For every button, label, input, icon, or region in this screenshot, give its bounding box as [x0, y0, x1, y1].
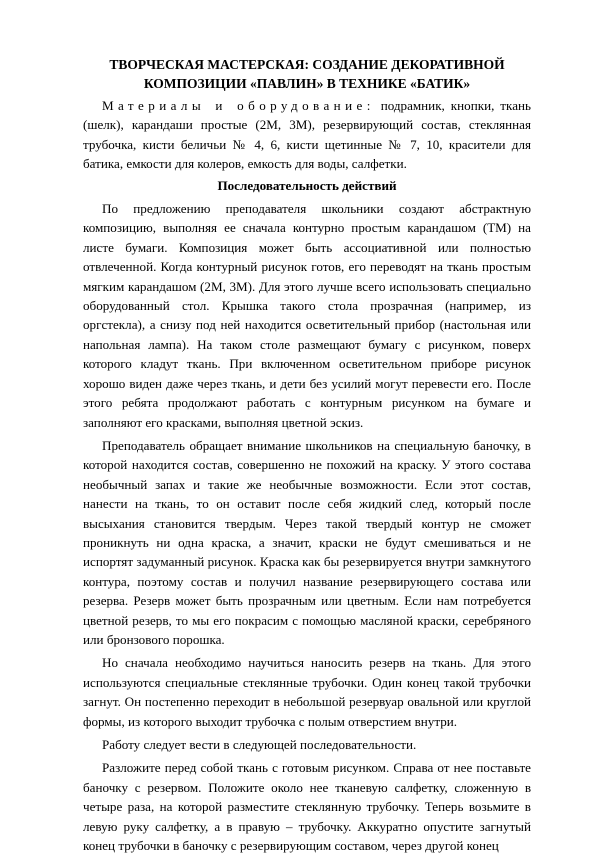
section-subheading: Последовательность действий [217, 177, 397, 193]
materials-label: Материалы и оборудование: [102, 98, 375, 113]
body-paragraph-1: По предложению преподавателя школьники создают абстрактную композицию, выполняя ее сначала контурно простым карандашом (ТМ) на листе бумаги. Композиция может быть ассоциативной или полностью отвлеченной. Когда контурный рисунок готов, его переводят на ткань простым мягким карандашом (2М, 3М). Для этого лучше всего использовать специально оборудованный стол. Крышка такого стола прозрачная (например, из оргстекла), а снизу под ней находится осветительный прибор (настольная или напольная лампа). На таком столе размещают бумагу с рисунком, поверх которого кладут ткань. При включенном осветительном приборе рисунок хорошо виден даже через ткань, и дети без усилий могут перевести его. После этого ребята продолжают работать с контурным рисунком на бумаге и заполняют его красками, выполняя цветной эскиз. [83, 201, 531, 430]
materials-paragraph [83, 96, 531, 174]
materials-text: подрамник, кнопки, ткань (шелк), карандаши простые (2М, 3М), резервирующий состав, стеклянная трубочка, кисти беличьи № 4, 6, кисти щетинные № 7, 10, красители для батика, емкости для колеров, емкость для воды, салфетки. [83, 98, 531, 172]
body-paragraph-5: Разложите перед собой ткань с готовым рисунком. Справа от нее поставьте баночку с резервом. Положите около нее тканевую салфетку, сложенную в четыре раза, на которой разместите стеклянную трубочку. Теперь возьмите в левую руку салфетку, а в правую – трубочку. Аккуратно опустите загнутый конец трубочки в баночку с резервирующим составом, через другой конец [83, 760, 531, 854]
document-body [83, 55, 531, 855]
document-title: ТВОРЧЕСКАЯ МАСТЕРСКАЯ: СОЗДАНИЕ ДЕКОРАТИВНОЙ КОМПОЗИЦИИ «ПАВЛИН» В ТЕХНИКЕ «БАТИК» [109, 57, 505, 91]
body-paragraph-3: Но сначала необходимо научиться наносить резерв на ткань. Для этого используются специальные стеклянные трубочки. Один конец такой трубочки загнут. Он постепенно переходит в небольшой резервуар овальной или круглой формы, из которого выходит трубочка с полым отверстием внутри. [83, 655, 531, 729]
body-paragraph-4: Работу следует вести в следующей последовательности. [102, 737, 417, 752]
body-paragraph-2: Преподаватель обращает внимание школьников на специальную баночку, в которой находится состав, совершенно не похожий на краску. У этого состава необычный запах и такие же необычные возможности. Если этот состав, нанести на ткань, то он оставит после себя жидкий след, который после высыхания становится твердым. Через такой твердый контур не сможет проникнуть ни одна краска, а значит, краски не будут смешиваться и не испортят задуманный рисунок. Краска как бы резервируется внутри замкнутого контура, поэтому состав и получил название резервирующего состава или резерва. Резерв может быть прозрачным или цветным. Если нам потребуется цветной резерв, то мы его покрасим с помощью масляной краски, серебряного или бронзового порошка. [83, 437, 531, 647]
